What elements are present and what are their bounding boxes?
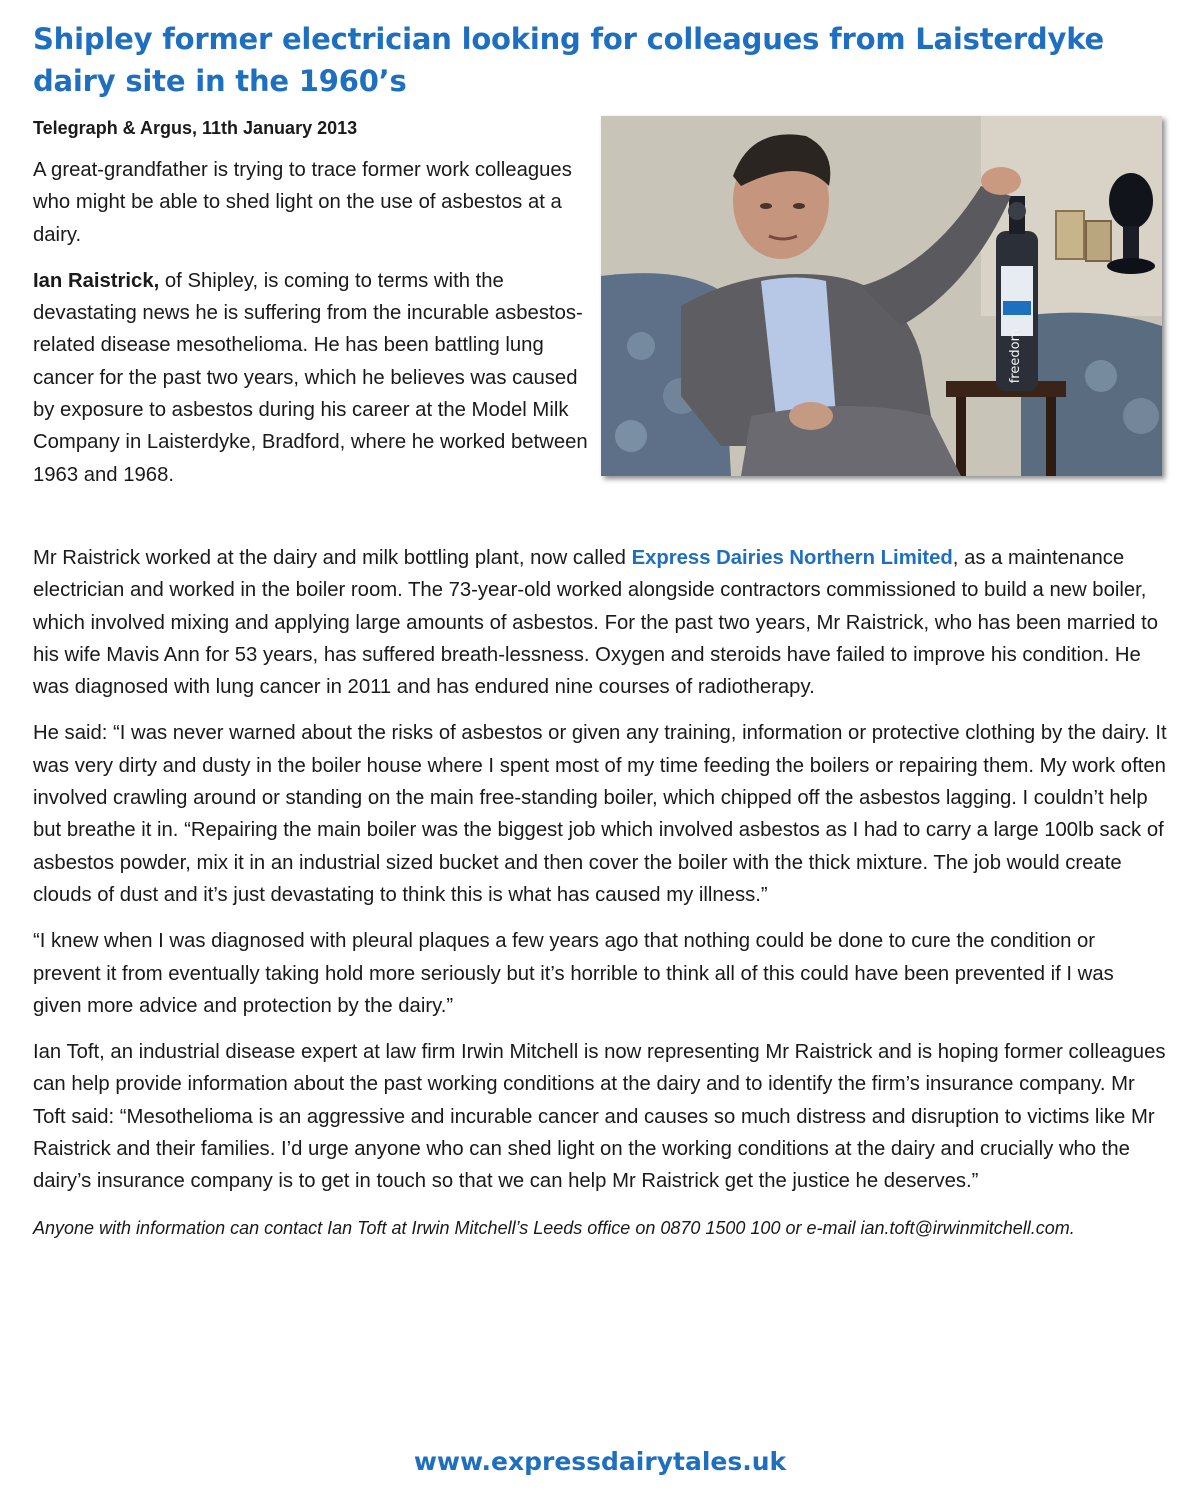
paragraph-2-text: of Shipley, is coming to terms with the devastating news he is suffering from the incurable asbestos-related disease mesothelioma. He has been battling lung cancer for the past two years, which he believes was caused by exposure to asbestos during his career at the Model Milk Company in Laisterdyke, Bradford, where he worked between 1963 and 1968. bbox=[33, 269, 588, 486]
paragraph-5: “I knew when I was diagnosed with pleural plaques a few years ago that nothing could be done to cure the condition or prevent it from eventually taking hold more seriously but it’s horrible to think all of this could have been prevented if I was given more advice and protection by the dairy.” bbox=[33, 930, 1114, 1017]
source-dateline: Telegraph & Argus, 11th January 2013 bbox=[33, 118, 358, 138]
express-dairies-link[interactable]: Express Dairies Northern Limited bbox=[631, 547, 953, 569]
photo-illustration bbox=[601, 116, 1162, 476]
article bbox=[33, 18, 1167, 1242]
full-width-body bbox=[33, 542, 1167, 1242]
paragraph-3-text-a: Mr Raistrick worked at the dairy and milk bottling plant, now called bbox=[33, 547, 632, 569]
intro-paragraph: A great-grandfather is trying to trace former work colleagues who might be able to shed light on the use of asbestos at a dairy. bbox=[33, 159, 572, 246]
paragraph-3-text-b: , as a maintenance electrician and worked in the boiler room. The 73-year-old worked alongside contractors commissioned to build a new boiler, which involved mixing and applying large amounts of asbestos. For the past two years, Mr Raistrick, who has been married to his wife Mavis Ann for 53 years, has suffered breath-lessness. Oxygen and steroids have failed to improve his condition. He was diagnosed with lung cancer in 2011 and has endured nine courses of radiotherapy. bbox=[33, 547, 1159, 699]
paragraph-2 bbox=[33, 265, 588, 491]
contact-note: Anyone with information can contact Ian Toft at Irwin Mitchell’s Leeds office on 0870 1500 100 or e-mail ian.toft@irwinmitchell.com. bbox=[33, 1217, 1075, 1238]
article-photo bbox=[601, 116, 1162, 476]
paragraph-4: He said: “I was never warned about the risks of asbestos or given any training, information or protective clothing by the dairy. It was very dirty and dusty in the boiler house where I spent most of my time feeding the boilers or repairing them. My work often involved crawling around or standing on the main free-standing boiler, which chipped off the asbestos lagging. I couldn’t help but breathe it in. “Repairing the main boiler was the biggest job which involved asbestos as I had to carry a large 100lb sack of asbestos powder, mix it in an industrial sized bucket and then cover the boiler with the thick mixture. The job would create clouds of dust and it’s just devastating to think this is what has caused my illness.” bbox=[33, 722, 1167, 906]
subject-name: Ian Raistrick, bbox=[33, 269, 160, 292]
paragraph-3 bbox=[33, 542, 1167, 703]
left-column bbox=[33, 116, 588, 491]
cylinder-label: freedom bbox=[1008, 328, 1023, 384]
headline: Shipley former electrician looking for colleagues from Laisterdyke dairy site in the 1960’s bbox=[33, 22, 1104, 98]
top-section bbox=[33, 116, 1167, 526]
paragraph-6: Ian Toft, an industrial disease expert at law firm Irwin Mitchell is now representing Mr Raistrick and is hoping former colleagues can help provide information about the past working conditions at the dairy and to identify the firm’s insurance company. Mr Toft said: “Mesothelioma is an aggressive and incurable cancer and causes so much distress and disruption to victims like Mr Raistrick and their families. I’d urge anyone who can shed light on the working conditions at the dairy and crucially who the dairy’s insurance company is to get in touch so that we can help Mr Raistrick get the justice he deserves.” bbox=[33, 1041, 1166, 1193]
footer-website-link[interactable]: www.expressdairytales.uk bbox=[413, 1447, 787, 1476]
